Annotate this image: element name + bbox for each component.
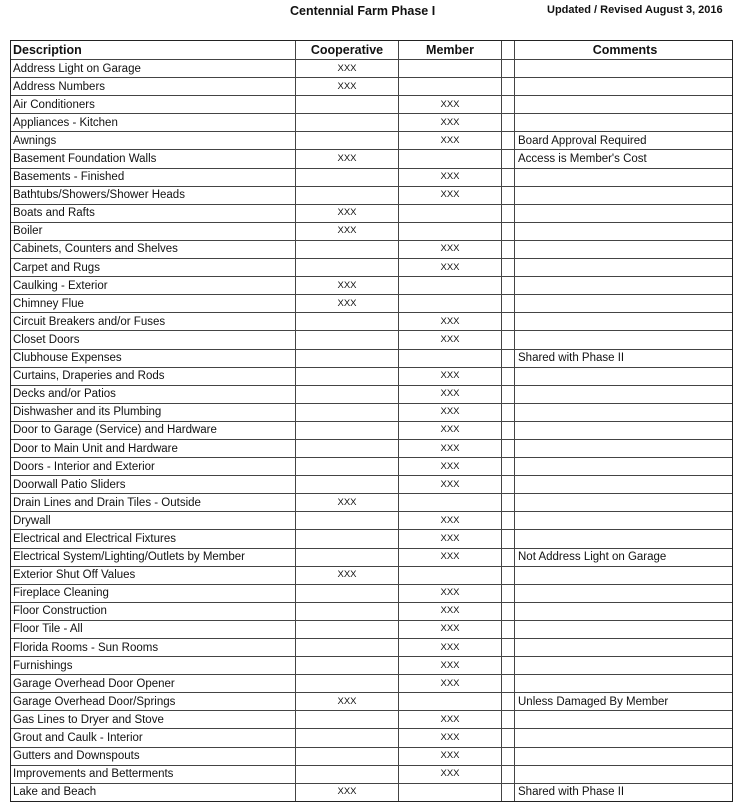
row-description: Basement Foundation Walls xyxy=(13,153,157,166)
table-header-row xyxy=(11,41,732,59)
column-divider xyxy=(501,458,514,475)
table-row xyxy=(11,765,732,783)
row-description: Air Conditioners xyxy=(13,98,95,111)
row-member: XXX xyxy=(398,458,501,475)
column-divider xyxy=(501,549,514,566)
row-description: Lake and Beach xyxy=(13,786,97,799)
row-member xyxy=(398,205,501,222)
table-body xyxy=(11,59,732,801)
column-divider xyxy=(501,729,514,746)
row-cooperative xyxy=(295,132,398,149)
column-divider xyxy=(501,41,514,59)
table-row xyxy=(11,168,732,186)
table-row xyxy=(11,783,732,801)
table-row xyxy=(11,222,732,240)
row-cooperative xyxy=(295,386,398,403)
row-cooperative xyxy=(295,657,398,674)
column-divider xyxy=(501,784,514,801)
row-description: Closet Doors xyxy=(13,333,80,346)
row-member: XXX xyxy=(398,132,501,149)
row-comments xyxy=(514,386,732,403)
table-row xyxy=(11,602,732,620)
table-row xyxy=(11,77,732,95)
table-row xyxy=(11,403,732,421)
table-row xyxy=(11,529,732,547)
table-row xyxy=(11,258,732,276)
row-comments xyxy=(514,729,732,746)
row-description: Floor Tile - All xyxy=(13,623,83,636)
row-comments xyxy=(514,223,732,240)
row-comments xyxy=(514,422,732,439)
table-row xyxy=(11,95,732,113)
row-description: Electrical and Electrical Fixtures xyxy=(13,532,176,545)
row-member xyxy=(398,693,501,710)
row-cooperative xyxy=(295,748,398,765)
column-divider xyxy=(501,440,514,457)
column-divider xyxy=(501,621,514,638)
row-comments xyxy=(514,96,732,113)
row-cooperative xyxy=(295,169,398,186)
row-description: Garage Overhead Door/Springs xyxy=(13,695,176,708)
table-row xyxy=(11,149,732,167)
row-cooperative: XXX xyxy=(295,567,398,584)
row-member: XXX xyxy=(398,512,501,529)
row-member xyxy=(398,494,501,511)
row-member: XXX xyxy=(398,711,501,728)
row-member xyxy=(398,567,501,584)
row-member: XXX xyxy=(398,675,501,692)
row-member: XXX xyxy=(398,729,501,746)
row-description: Caulking - Exterior xyxy=(13,279,108,292)
row-description: Electrical System/Lighting/Outlets by Member xyxy=(13,551,246,564)
row-cooperative xyxy=(295,350,398,367)
row-comments: Access is Member's Cost xyxy=(514,150,732,167)
row-member xyxy=(398,223,501,240)
responsibility-table xyxy=(10,40,733,802)
column-divider xyxy=(501,512,514,529)
row-member: XXX xyxy=(398,440,501,457)
row-comments: Board Approval Required xyxy=(514,132,732,149)
row-cooperative xyxy=(295,404,398,421)
row-member: XXX xyxy=(398,748,501,765)
row-description: Boats and Rafts xyxy=(13,207,95,220)
row-cooperative xyxy=(295,458,398,475)
table-row xyxy=(11,656,732,674)
row-member: XXX xyxy=(398,621,501,638)
row-description: Carpet and Rugs xyxy=(13,261,100,274)
row-comments xyxy=(514,657,732,674)
row-comments xyxy=(514,169,732,186)
column-divider xyxy=(501,350,514,367)
row-description: Clubhouse Expenses xyxy=(13,352,122,365)
row-comments xyxy=(514,368,732,385)
column-divider xyxy=(501,241,514,258)
column-divider xyxy=(501,748,514,765)
table-row xyxy=(11,113,732,131)
column-divider xyxy=(501,150,514,167)
row-cooperative xyxy=(295,729,398,746)
row-description: Drain Lines and Drain Tiles - Outside xyxy=(13,496,201,509)
row-comments xyxy=(514,331,732,348)
column-divider xyxy=(501,96,514,113)
row-cooperative xyxy=(295,96,398,113)
column-divider xyxy=(501,259,514,276)
table-row xyxy=(11,566,732,584)
column-divider xyxy=(501,60,514,77)
row-description: Awnings xyxy=(13,134,57,147)
row-comments xyxy=(514,404,732,421)
row-cooperative xyxy=(295,368,398,385)
table-row xyxy=(11,638,732,656)
table-row xyxy=(11,457,732,475)
row-comments xyxy=(514,114,732,131)
row-comments xyxy=(514,205,732,222)
row-description: Decks and/or Patios xyxy=(13,388,116,401)
row-member: XXX xyxy=(398,404,501,421)
row-comments: Shared with Phase II xyxy=(514,784,732,801)
table-row xyxy=(11,692,732,710)
table-row xyxy=(11,584,732,602)
row-comments xyxy=(514,440,732,457)
row-description: Cabinets, Counters and Shelves xyxy=(13,243,178,256)
row-description: Garage Overhead Door Opener xyxy=(13,677,175,690)
column-divider xyxy=(501,277,514,294)
row-cooperative xyxy=(295,440,398,457)
column-divider xyxy=(501,368,514,385)
row-member: XXX xyxy=(398,422,501,439)
column-divider xyxy=(501,78,514,95)
row-cooperative xyxy=(295,512,398,529)
row-member: XXX xyxy=(398,386,501,403)
row-description: Floor Construction xyxy=(13,605,107,618)
row-cooperative xyxy=(295,675,398,692)
column-header-member: Member xyxy=(398,41,501,59)
table-row xyxy=(11,240,732,258)
row-member: XXX xyxy=(398,313,501,330)
column-divider xyxy=(501,132,514,149)
column-divider xyxy=(501,585,514,602)
column-divider xyxy=(501,603,514,620)
column-divider xyxy=(501,169,514,186)
column-divider xyxy=(501,530,514,547)
row-cooperative: XXX xyxy=(295,205,398,222)
column-divider xyxy=(501,313,514,330)
row-cooperative: XXX xyxy=(295,295,398,312)
row-comments xyxy=(514,711,732,728)
column-header-cooperative: Cooperative xyxy=(295,41,398,59)
row-cooperative xyxy=(295,241,398,258)
column-divider xyxy=(501,657,514,674)
column-divider xyxy=(501,114,514,131)
column-divider xyxy=(501,386,514,403)
row-comments: Shared with Phase II xyxy=(514,350,732,367)
column-divider xyxy=(501,187,514,204)
column-divider xyxy=(501,205,514,222)
table-row xyxy=(11,367,732,385)
table-row xyxy=(11,385,732,403)
row-description: Dishwasher and its Plumbing xyxy=(13,406,162,419)
table-row xyxy=(11,475,732,493)
row-member xyxy=(398,150,501,167)
row-member: XXX xyxy=(398,603,501,620)
row-comments xyxy=(514,585,732,602)
row-comments xyxy=(514,476,732,493)
row-comments xyxy=(514,603,732,620)
column-divider xyxy=(501,476,514,493)
table-row xyxy=(11,276,732,294)
row-cooperative: XXX xyxy=(295,277,398,294)
row-description: Basements - Finished xyxy=(13,171,125,184)
row-comments: Unless Damaged By Member xyxy=(514,693,732,710)
row-description: Boiler xyxy=(13,225,43,238)
row-comments xyxy=(514,295,732,312)
row-comments xyxy=(514,621,732,638)
table-row xyxy=(11,674,732,692)
table-row xyxy=(11,493,732,511)
row-member: XXX xyxy=(398,368,501,385)
row-cooperative: XXX xyxy=(295,494,398,511)
row-comments xyxy=(514,530,732,547)
row-comments xyxy=(514,259,732,276)
row-comments xyxy=(514,60,732,77)
row-member: XXX xyxy=(398,549,501,566)
row-cooperative xyxy=(295,549,398,566)
row-member: XXX xyxy=(398,766,501,783)
row-description: Improvements and Betterments xyxy=(13,768,174,781)
row-description: Address Light on Garage xyxy=(13,62,141,75)
document-title: Centennial Farm Phase I xyxy=(290,4,436,18)
table-row xyxy=(11,294,732,312)
row-description: Drywall xyxy=(13,514,51,527)
row-cooperative xyxy=(295,766,398,783)
row-member: XXX xyxy=(398,114,501,131)
column-divider xyxy=(501,422,514,439)
row-cooperative xyxy=(295,585,398,602)
row-member xyxy=(398,277,501,294)
row-description: Address Numbers xyxy=(13,80,106,93)
column-divider xyxy=(501,295,514,312)
revision-date: Updated / Revised August 3, 2016 xyxy=(547,4,723,16)
table-row xyxy=(11,186,732,204)
row-cooperative: XXX xyxy=(295,784,398,801)
row-member: XXX xyxy=(398,331,501,348)
row-description: Gas Lines to Dryer and Stove xyxy=(13,713,164,726)
row-cooperative xyxy=(295,259,398,276)
table-row xyxy=(11,511,732,529)
row-cooperative: XXX xyxy=(295,693,398,710)
row-comments xyxy=(514,494,732,511)
table-row xyxy=(11,204,732,222)
column-divider xyxy=(501,766,514,783)
column-header-comments: Comments xyxy=(514,41,732,59)
row-comments xyxy=(514,567,732,584)
column-divider xyxy=(501,693,514,710)
row-cooperative xyxy=(295,313,398,330)
row-cooperative: XXX xyxy=(295,60,398,77)
table-row xyxy=(11,312,732,330)
table-row xyxy=(11,349,732,367)
row-member: XXX xyxy=(398,96,501,113)
row-description: Florida Rooms - Sun Rooms xyxy=(13,641,159,654)
row-comments xyxy=(514,78,732,95)
row-member: XXX xyxy=(398,187,501,204)
row-comments xyxy=(514,313,732,330)
row-cooperative: XXX xyxy=(295,150,398,167)
row-description: Exterior Shut Off Values xyxy=(13,569,136,582)
column-divider xyxy=(501,331,514,348)
row-description: Circuit Breakers and/or Fuses xyxy=(13,315,166,328)
row-cooperative xyxy=(295,331,398,348)
column-divider xyxy=(501,675,514,692)
table-row xyxy=(11,728,732,746)
row-comments xyxy=(514,766,732,783)
row-description: Door to Garage (Service) and Hardware xyxy=(13,424,217,437)
table-row xyxy=(11,747,732,765)
row-cooperative xyxy=(295,711,398,728)
row-comments xyxy=(514,512,732,529)
row-description: Gutters and Downspouts xyxy=(13,750,140,763)
row-member xyxy=(398,784,501,801)
row-member: XXX xyxy=(398,657,501,674)
column-divider xyxy=(501,567,514,584)
table-row xyxy=(11,330,732,348)
row-comments xyxy=(514,458,732,475)
row-member: XXX xyxy=(398,259,501,276)
row-description: Curtains, Draperies and Rods xyxy=(13,370,165,383)
column-divider xyxy=(501,494,514,511)
row-comments xyxy=(514,639,732,656)
row-description: Grout and Caulk - Interior xyxy=(13,732,143,745)
row-description: Chimney Flue xyxy=(13,297,84,310)
row-cooperative xyxy=(295,639,398,656)
row-description: Appliances - Kitchen xyxy=(13,116,118,129)
row-comments xyxy=(514,748,732,765)
table-row xyxy=(11,421,732,439)
column-divider xyxy=(501,639,514,656)
column-divider xyxy=(501,711,514,728)
row-cooperative xyxy=(295,422,398,439)
column-divider xyxy=(501,404,514,421)
table-row xyxy=(11,620,732,638)
row-comments xyxy=(514,187,732,204)
row-description: Fireplace Cleaning xyxy=(13,587,109,600)
row-member: XXX xyxy=(398,241,501,258)
row-description: Doorwall Patio Sliders xyxy=(13,478,126,491)
row-cooperative xyxy=(295,530,398,547)
row-member: XXX xyxy=(398,169,501,186)
column-divider xyxy=(501,223,514,240)
row-comments xyxy=(514,277,732,294)
row-comments xyxy=(514,675,732,692)
column-header-description: Description xyxy=(13,43,82,57)
row-cooperative: XXX xyxy=(295,78,398,95)
table-row xyxy=(11,439,732,457)
row-cooperative xyxy=(295,476,398,493)
row-cooperative xyxy=(295,603,398,620)
row-member: XXX xyxy=(398,585,501,602)
row-description: Furnishings xyxy=(13,659,73,672)
row-member: XXX xyxy=(398,530,501,547)
row-cooperative xyxy=(295,621,398,638)
table-row xyxy=(11,59,732,77)
row-description: Door to Main Unit and Hardware xyxy=(13,442,178,455)
table-row xyxy=(11,548,732,566)
row-member xyxy=(398,60,501,77)
row-cooperative xyxy=(295,114,398,131)
row-member: XXX xyxy=(398,476,501,493)
row-cooperative: XXX xyxy=(295,223,398,240)
row-cooperative xyxy=(295,187,398,204)
row-member xyxy=(398,350,501,367)
row-member: XXX xyxy=(398,639,501,656)
row-member xyxy=(398,295,501,312)
row-member xyxy=(398,78,501,95)
row-comments: Not Address Light on Garage xyxy=(514,549,732,566)
row-description: Bathtubs/Showers/Shower Heads xyxy=(13,189,185,202)
row-description: Doors - Interior and Exterior xyxy=(13,460,155,473)
table-row xyxy=(11,131,732,149)
row-comments xyxy=(514,241,732,258)
table-row xyxy=(11,710,732,728)
